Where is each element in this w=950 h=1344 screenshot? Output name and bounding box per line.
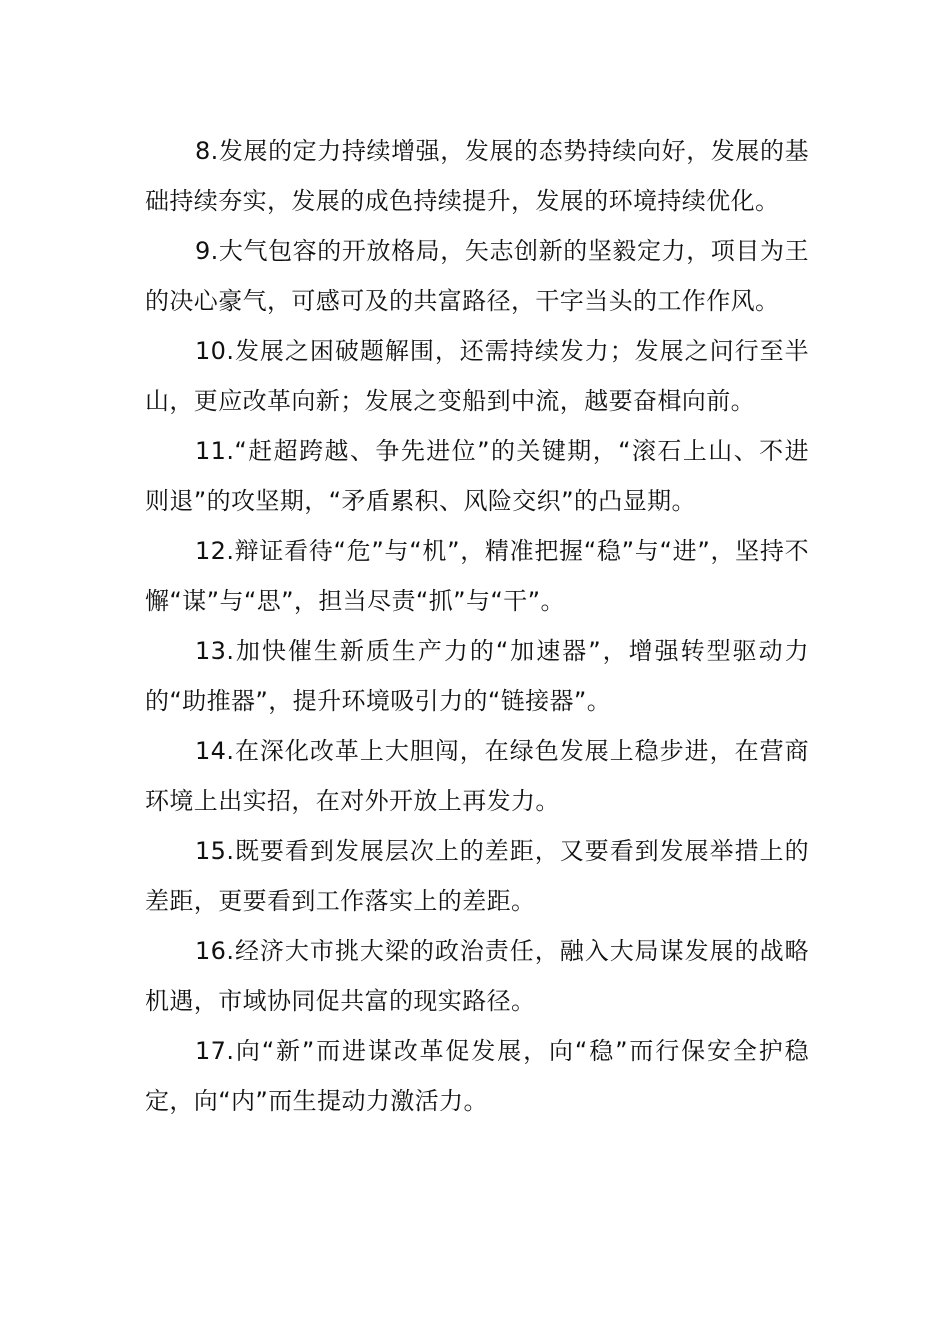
paragraph-12: 12.辩证看待“危”与“机”，精准把握“稳”与“进”，坚持不懈“谋”与“思”，担当尽责“抓”与“干”。 xyxy=(145,537,809,615)
document-body xyxy=(145,126,809,1126)
paragraph-14: 14.在深化改革上大胆闯，在绿色发展上稳步进，在营商环境上出实招，在对外开放上再发力。 xyxy=(145,737,809,815)
paragraph-9: 9.大气包容的开放格局，矢志创新的坚毅定力，项目为王的决心豪气，可感可及的共富路径，干字当头的工作作风。 xyxy=(145,237,809,315)
paragraph-11: 11.“赶超跨越、争先进位”的关键期，“滚石上山、不进则退”的攻坚期，“矛盾累积、风险交织”的凸显期。 xyxy=(145,437,809,515)
paragraph-15: 15.既要看到发展层次上的差距，又要看到发展举措上的差距，更要看到工作落实上的差距。 xyxy=(145,837,809,915)
paragraph-17: 17.向“新”而进谋改革促发展，向“稳”而行保安全护稳定，向“内”而生提动力激活力。 xyxy=(145,1037,809,1115)
paragraph-13: 13.加快催生新质生产力的“加速器”，增强转型驱动力的“助推器”，提升环境吸引力的“链接器”。 xyxy=(145,637,809,715)
paragraph-10: 10.发展之困破题解围，还需持续发力；发展之问行至半山，更应改革向新；发展之变船到中流，越要奋楫向前。 xyxy=(145,337,809,415)
paragraph-8: 8.发展的定力持续增强，发展的态势持续向好，发展的基础持续夯实，发展的成色持续提升，发展的环境持续优化。 xyxy=(145,137,809,215)
paragraph-16: 16.经济大市挑大梁的政治责任，融入大局谋发展的战略机遇，市域协同促共富的现实路径。 xyxy=(145,937,809,1015)
